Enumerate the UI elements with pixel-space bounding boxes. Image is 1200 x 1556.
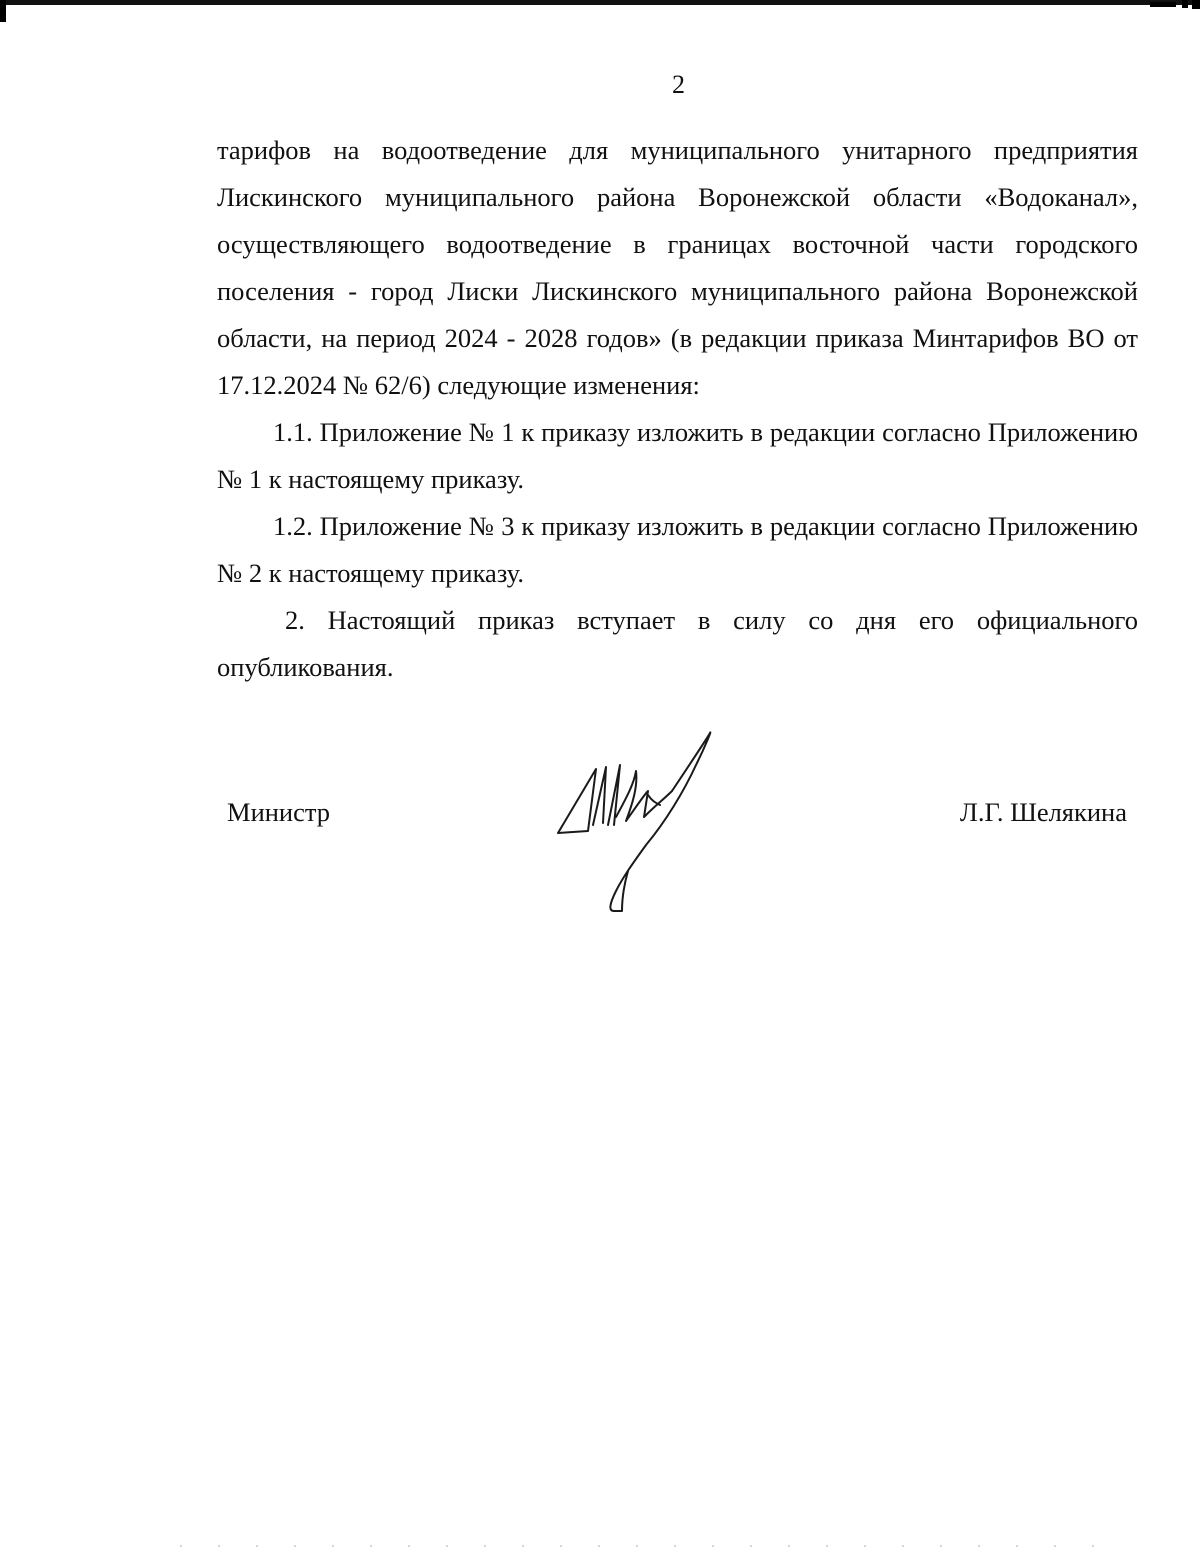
handwritten-signature	[548, 725, 718, 920]
scan-bottom-noise	[180, 1545, 1100, 1547]
paragraph-item-1-1: 1.1. Приложение № 1 к приказу изложить в редакции согласно Приложению № 1 к настоящему приказу.	[217, 417, 1138, 494]
paragraph-item-2: 2. Настоящий приказ вступает в силу со дня его официального опубликования.	[217, 605, 1138, 682]
paragraph-item-1-2: 1.2. Приложение № 3 к приказу изложить в редакции согласно Приложению № 2 к настоящему приказу.	[217, 511, 1138, 588]
scan-edge-mark	[0, 0, 6, 22]
document-body	[217, 127, 1138, 691]
signer-position: Министр	[227, 797, 331, 827]
scan-edge-line	[0, 0, 1200, 5]
scan-edge-mark-right	[1140, 0, 1200, 10]
signer-name: Л.Г. Шелякина	[959, 797, 1127, 827]
page-number: 2	[672, 70, 685, 99]
paragraph-continuation: тарифов на водоотведение для муниципального унитарного предприятия Лискинского муниципального района Воронежской области «Водоканал», осуществляющего водоотведение в границах восточной части городского поселения - город Лиски Лискинского муниципального района Воронежской области, на период 2024 - 2028 годов» (в редакции приказа Минтарифов ВО от 17.12.2024 № 62/6) следующие изменения:	[217, 135, 1138, 400]
